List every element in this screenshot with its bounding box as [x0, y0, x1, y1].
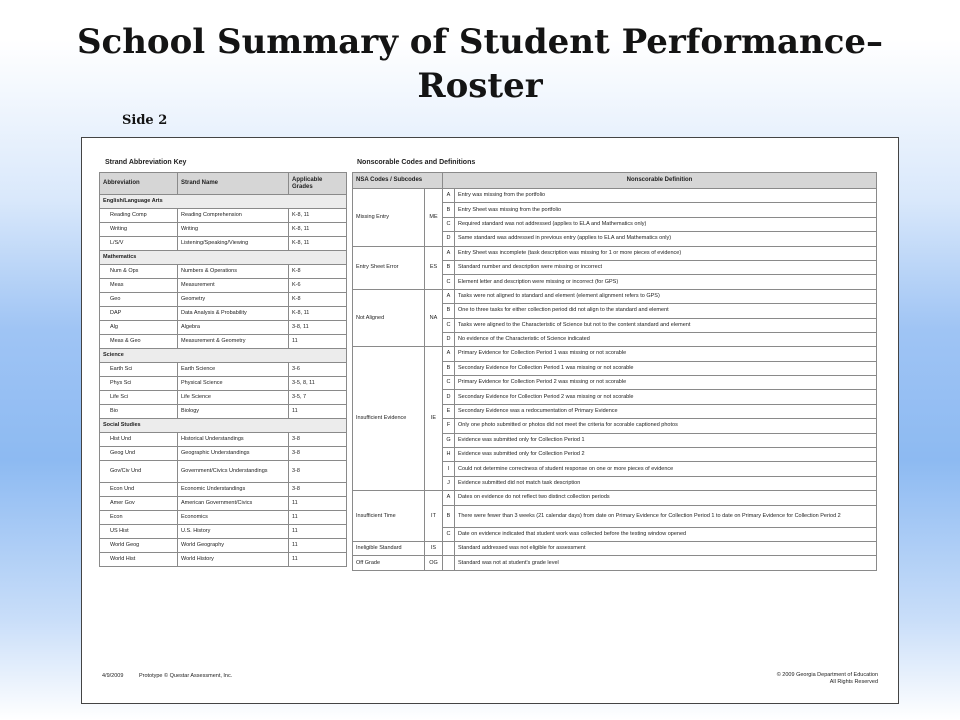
strand-row	[100, 223, 347, 237]
strand-abbreviation: US Hist	[100, 525, 178, 539]
strand-table-body	[100, 173, 347, 567]
strand-name: Geometry	[178, 293, 289, 307]
strand-abbreviation: Gov/Civ Und	[100, 461, 178, 483]
ns-definition: Tasks were not aligned to standard and element (element alignment refers to GPS)	[455, 289, 877, 303]
ns-subcode: C	[443, 527, 455, 541]
ns-definition: Standard number and description were missing or incorrect	[455, 260, 877, 274]
ns-subcode	[443, 541, 455, 555]
strand-name: Geographic Understandings	[178, 447, 289, 461]
strand-abbreviation: World Hist	[100, 553, 178, 567]
strand-row	[100, 335, 347, 349]
strand-name: American Government/Civics	[178, 497, 289, 511]
strand-name: Measurement	[178, 279, 289, 293]
ns-definition: Dates on evidence do not reflect two distinct collection periods	[455, 491, 877, 505]
strand-name: Life Science	[178, 391, 289, 405]
strand-name: Economics	[178, 511, 289, 525]
strand-grades: K-8, 11	[289, 237, 347, 251]
ns-subcode: B	[443, 260, 455, 274]
strand-grades: 11	[289, 497, 347, 511]
ns-subcode: E	[443, 404, 455, 418]
strand-grades: 3-8, 11	[289, 321, 347, 335]
nonscorable-title: Nonscorable Codes and Definitions	[357, 159, 476, 166]
strand-grades: K-8	[289, 265, 347, 279]
ns-definition: No evidence of the Characteristic of Science indicated	[455, 332, 877, 346]
strand-grades: 3-8	[289, 461, 347, 483]
footer-rights: All Rights Reserved	[829, 679, 878, 685]
strand-grades: K-6	[289, 279, 347, 293]
strand-grades: K-8, 11	[289, 209, 347, 223]
ns-row	[353, 556, 877, 570]
ns-group-code: ME	[425, 189, 443, 247]
ns-definition: Evidence submitted did not match task description	[455, 476, 877, 490]
ns-row	[353, 246, 877, 260]
strand-row	[100, 321, 347, 335]
ns-definition: Tasks were aligned to the Characteristic of Science but not to the content standard and element	[455, 318, 877, 332]
strand-abbreviation: Econ	[100, 511, 178, 525]
strand-row	[100, 391, 347, 405]
ns-subcode: H	[443, 448, 455, 462]
strand-row	[100, 405, 347, 419]
strand-abbreviation: Bio	[100, 405, 178, 419]
strand-key-title: Strand Abbreviation Key	[105, 159, 187, 166]
strand-abbreviation: Geog Und	[100, 447, 178, 461]
strand-name: Economic Understandings	[178, 483, 289, 497]
strand-name: Listening/Speaking/Viewing	[178, 237, 289, 251]
ns-definition: Standard was not at student's grade level	[455, 556, 877, 570]
ns-definition: There were fewer than 3 weeks (21 calendar days) from date on Primary Evidence for Collection Period 1 to date on Primary Evidence for Collection Period 2	[455, 505, 877, 527]
ns-row	[353, 541, 877, 555]
ns-group-code: IT	[425, 491, 443, 542]
strand-row	[100, 539, 347, 553]
strand-section-name: Mathematics	[100, 251, 347, 265]
ns-definition: Entry was missing from the portfolio	[455, 189, 877, 203]
ns-group-name: Off Grade	[353, 556, 425, 570]
ns-subcode: C	[443, 217, 455, 231]
ns-definition: Same standard was addressed in previous entry (applies to ELA and Mathematics only)	[455, 232, 877, 246]
ns-definition: Evidence was submitted only for Collection Period 1	[455, 433, 877, 447]
footer-copyright: © 2009 Georgia Department of Education	[776, 672, 878, 678]
strand-grades: 11	[289, 511, 347, 525]
strand-abbreviation: Hist Und	[100, 433, 178, 447]
ns-definition: Primary Evidence for Collection Period 1 was missing or not scorable	[455, 347, 877, 361]
ns-subcode: C	[443, 318, 455, 332]
ns-group-name: Missing Entry	[353, 189, 425, 247]
ns-subcode: D	[443, 232, 455, 246]
ns-subcode: I	[443, 462, 455, 476]
slide-title-line-1: School Summary of Student Performance–	[76, 22, 884, 62]
ns-subcode: J	[443, 476, 455, 490]
ns-subcode: B	[443, 203, 455, 217]
strand-name: U.S. History	[178, 525, 289, 539]
strand-name: Physical Science	[178, 377, 289, 391]
strand-name-header: Strand Name	[178, 173, 289, 195]
ns-row	[353, 189, 877, 203]
strand-abbreviation: Earth Sci	[100, 363, 178, 377]
strand-abbreviation: Reading Comp	[100, 209, 178, 223]
strand-row	[100, 461, 347, 483]
footer-right	[777, 672, 878, 686]
ns-group-code: NA	[425, 289, 443, 347]
strand-row	[100, 209, 347, 223]
ns-group-name: Entry Sheet Error	[353, 246, 425, 289]
strand-row	[100, 279, 347, 293]
ns-row	[353, 289, 877, 303]
strand-abbreviation: Writing	[100, 223, 178, 237]
strand-name: Earth Science	[178, 363, 289, 377]
ns-subcode: D	[443, 390, 455, 404]
strand-grades: 3-5, 7	[289, 391, 347, 405]
ns-subcode: C	[443, 376, 455, 390]
strand-row	[100, 265, 347, 279]
strand-abbreviation: Life Sci	[100, 391, 178, 405]
strand-name: World Geography	[178, 539, 289, 553]
strand-section-row	[100, 195, 347, 209]
side-label: Side 2	[122, 113, 168, 128]
strand-name: Government/Civics Understandings	[178, 461, 289, 483]
ns-definition: Primary Evidence for Collection Period 2 was missing or not scorable	[455, 376, 877, 390]
slide-title	[0, 20, 960, 108]
ns-definition: Secondary Evidence was a redocumentation of Primary Evidence	[455, 404, 877, 418]
strand-name: Numbers & Operations	[178, 265, 289, 279]
ns-subcode: B	[443, 361, 455, 375]
strand-grades: 11	[289, 539, 347, 553]
strand-row	[100, 293, 347, 307]
ns-subcode: A	[443, 189, 455, 203]
strand-grades: 11	[289, 405, 347, 419]
strand-row	[100, 307, 347, 321]
strand-row	[100, 511, 347, 525]
ns-subcode: A	[443, 491, 455, 505]
strand-grades: 3-6	[289, 363, 347, 377]
ns-definition: Secondary Evidence for Collection Period 1 was missing or not scorable	[455, 361, 877, 375]
strand-grades: 3-5, 8, 11	[289, 377, 347, 391]
strand-section-row	[100, 349, 347, 363]
strand-abbreviation: World Geog	[100, 539, 178, 553]
nsa-codes-header: NSA Codes / Subcodes	[353, 173, 443, 189]
ns-subcode: D	[443, 332, 455, 346]
nonscorable-codes-table	[352, 172, 877, 571]
strand-abbreviation: Phys Sci	[100, 377, 178, 391]
strand-abbreviation: Num & Ops	[100, 265, 178, 279]
footer-prototype: Prototype © Questar Assessment, Inc.	[138, 673, 233, 679]
ns-row	[353, 491, 877, 505]
strand-name: Algebra	[178, 321, 289, 335]
ns-definition: One to three tasks for either collection period did not align to the standard and element	[455, 304, 877, 318]
strand-row	[100, 377, 347, 391]
ns-definition: Only one photo submitted or photos did not meet the criteria for scorable captioned photos	[455, 419, 877, 433]
ns-definition: Required standard was not addressed (applies to ELA and Mathematics only)	[455, 217, 877, 231]
strand-section-name: Social Studies	[100, 419, 347, 433]
strand-grades: 3-8	[289, 483, 347, 497]
ns-subcode	[443, 556, 455, 570]
ns-group-name: Insufficient Evidence	[353, 347, 425, 491]
strand-abbreviation: Econ Und	[100, 483, 178, 497]
strand-name: Writing	[178, 223, 289, 237]
strand-abbreviation: Meas & Geo	[100, 335, 178, 349]
ns-subcode: B	[443, 304, 455, 318]
ns-definition: Could not determine correctness of student response on one or more pieces of evidence	[455, 462, 877, 476]
footer-date: 4/9/2009	[102, 673, 124, 679]
strand-abbreviation: DAP	[100, 307, 178, 321]
abbreviation-header: Abbreviation	[100, 173, 178, 195]
strand-section-row	[100, 419, 347, 433]
ns-definition: Secondary Evidence for Collection Period 2 was missing or not scorable	[455, 390, 877, 404]
ns-subcode: B	[443, 505, 455, 527]
slide-title-line-2: Roster	[417, 66, 543, 106]
strand-row	[100, 433, 347, 447]
definition-header: Nonscorable Definition	[443, 173, 877, 189]
ns-group-code: IS	[425, 541, 443, 555]
strand-name: Reading Comprehension	[178, 209, 289, 223]
strand-name: Biology	[178, 405, 289, 419]
strand-header-row	[100, 173, 347, 195]
ns-definition: Element letter and description were missing or incorrect (for GPS)	[455, 275, 877, 289]
ns-subcode: A	[443, 246, 455, 260]
footer-left	[102, 673, 246, 679]
strand-row	[100, 497, 347, 511]
strand-abbreviation: L/S/V	[100, 237, 178, 251]
strand-abbreviation: Geo	[100, 293, 178, 307]
strand-name: World History	[178, 553, 289, 567]
strand-row	[100, 237, 347, 251]
strand-grades: K-8, 11	[289, 307, 347, 321]
ns-row	[353, 347, 877, 361]
document-page	[81, 137, 899, 704]
strand-grades: K-8	[289, 293, 347, 307]
strand-grades: 11	[289, 553, 347, 567]
ns-subcode: A	[443, 289, 455, 303]
applicable-grades-header: Applicable Grades	[289, 173, 347, 195]
strand-abbreviation-table	[99, 172, 347, 567]
strand-abbreviation: Alg	[100, 321, 178, 335]
ns-definition: Evidence was submitted only for Collection Period 2	[455, 448, 877, 462]
strand-grades: 3-8	[289, 447, 347, 461]
strand-row	[100, 483, 347, 497]
strand-grades: 11	[289, 525, 347, 539]
ns-group-name: Not Aligned	[353, 289, 425, 347]
strand-section-row	[100, 251, 347, 265]
ns-subcode: A	[443, 347, 455, 361]
strand-name: Measurement & Geometry	[178, 335, 289, 349]
strand-grades: 3-8	[289, 433, 347, 447]
strand-row	[100, 447, 347, 461]
ns-subcode: G	[443, 433, 455, 447]
strand-abbreviation: Meas	[100, 279, 178, 293]
ns-group-code: OG	[425, 556, 443, 570]
ns-header-row	[353, 173, 877, 189]
strand-row	[100, 363, 347, 377]
ns-group-code: ES	[425, 246, 443, 289]
nonscorable-table-body	[353, 173, 877, 571]
strand-name: Data Analysis & Probability	[178, 307, 289, 321]
strand-section-name: English/Language Arts	[100, 195, 347, 209]
strand-section-name: Science	[100, 349, 347, 363]
strand-name: Historical Understandings	[178, 433, 289, 447]
ns-group-name: Insufficient Time	[353, 491, 425, 542]
strand-grades: 11	[289, 335, 347, 349]
ns-subcode: C	[443, 275, 455, 289]
ns-definition: Date on evidence indicated that student work was collected before the testing window opened	[455, 527, 877, 541]
strand-abbreviation: Amer Gov	[100, 497, 178, 511]
ns-definition: Standard addressed was not eligible for assessment	[455, 541, 877, 555]
ns-group-name: Ineligible Standard	[353, 541, 425, 555]
ns-subcode: F	[443, 419, 455, 433]
strand-row	[100, 525, 347, 539]
strand-row	[100, 553, 347, 567]
ns-definition: Entry Sheet was incomplete (task description was missing for 1 or more pieces of evidence)	[455, 246, 877, 260]
ns-group-code: IE	[425, 347, 443, 491]
strand-grades: K-8, 11	[289, 223, 347, 237]
ns-definition: Entry Sheet was missing from the portfolio	[455, 203, 877, 217]
